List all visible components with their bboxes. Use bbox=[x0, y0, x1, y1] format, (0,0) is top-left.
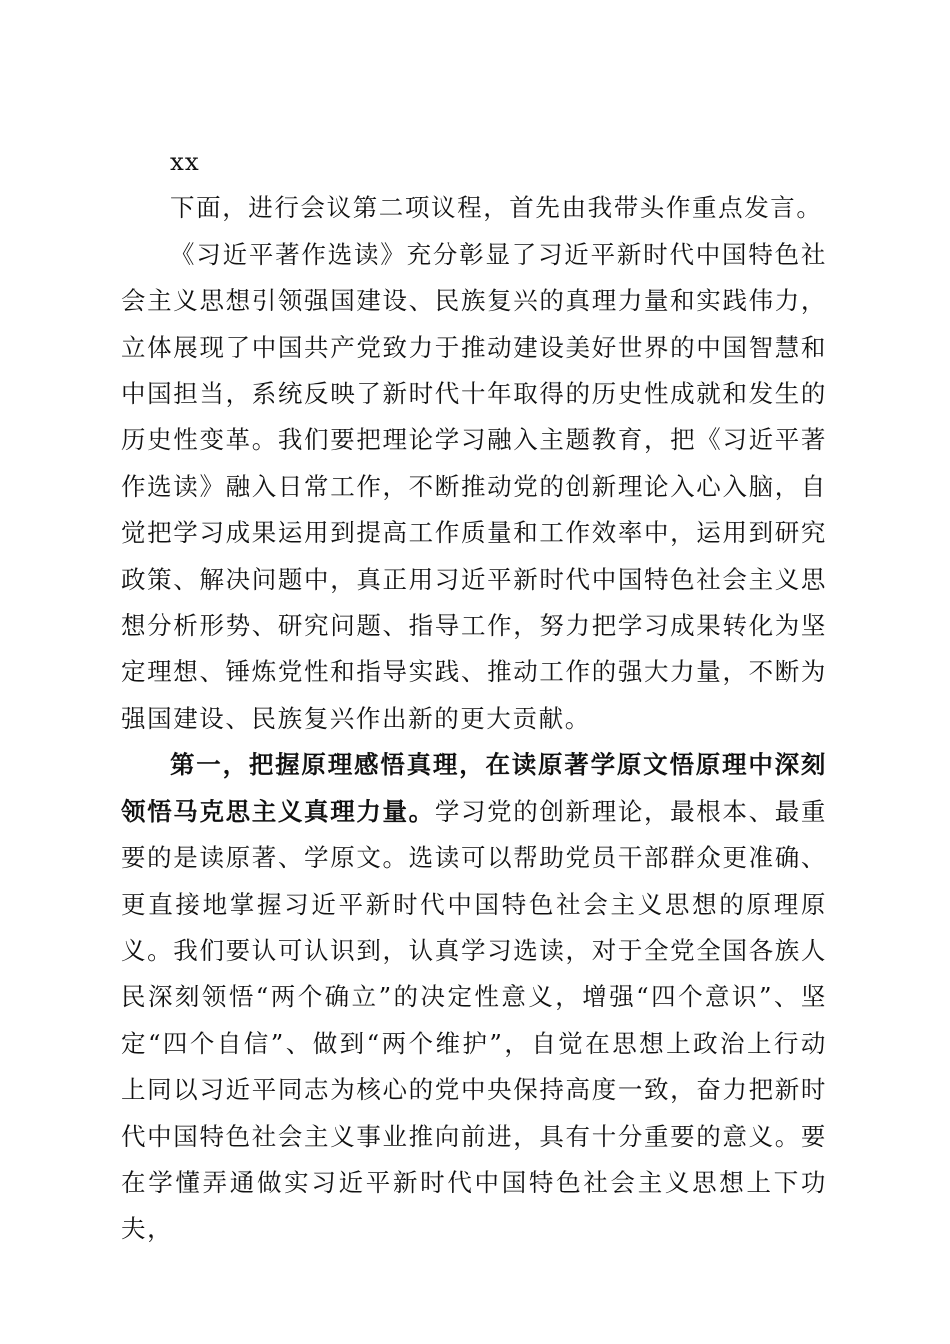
first-point-body: 学习党的创新理论，最根本、最重要的是读原著、学原文。选读可以帮助党员干部群众更准确、更直接地掌握习近平新时代中国特色社会主义思想的原理原义。我们要认可认识到，认真学习选读，对于全党全国各族人民深刻领悟“两个确立”的决定性意义，增强“四个意识”、坚定“四个自信”、做到“两个维护”，自觉在思想上政治上行动上同以习近平同志为核心的党中央保持高度一致，奋力把新时代中国特色社会主义事业推向前进，具有十分重要的意义。要在学懂弄通做实习近平新时代中国特色社会主义思想上下功夫， bbox=[121, 796, 828, 1244]
paragraph-first-point bbox=[121, 742, 827, 1252]
salutation: xx bbox=[170, 147, 200, 176]
paragraph-opening: 下面，进行会议第二项议程，首先由我带头作重点发言。 bbox=[170, 193, 823, 223]
first-point-heading: 第一，把握原理感悟真理，在读原著学原文悟原理中深刻领悟马克思主义真理力量。 bbox=[121, 750, 827, 826]
document-body bbox=[121, 139, 827, 1253]
paragraph-selected-works: 《习近平著作选读》充分彰显了习近平新时代中国特色社会主义思想引领强国建设、民族复兴的真理力量和实践伟力，立体展现了中国共产党致力于推动建设美好世界的中国智慧和中国担当，系统反映了新时代十年取得的历史性成就和发生的历史性变革。我们要把理论学习融入主题教育，把《习近平著作选读》融入日常工作，不断推动党的创新理论入心入脑，自觉把学习成果运用到提高工作质量和工作效率中，运用到研究政策、解决问题中，真正用习近平新时代中国特色社会主义思想分析形势、研究问题、指导工作，努力把学习成果转化为坚定理想、锤炼党性和指导实践、推动工作的强大力量，不断为强国建设、民族复兴作出新的更大贡献。 bbox=[121, 239, 827, 733]
